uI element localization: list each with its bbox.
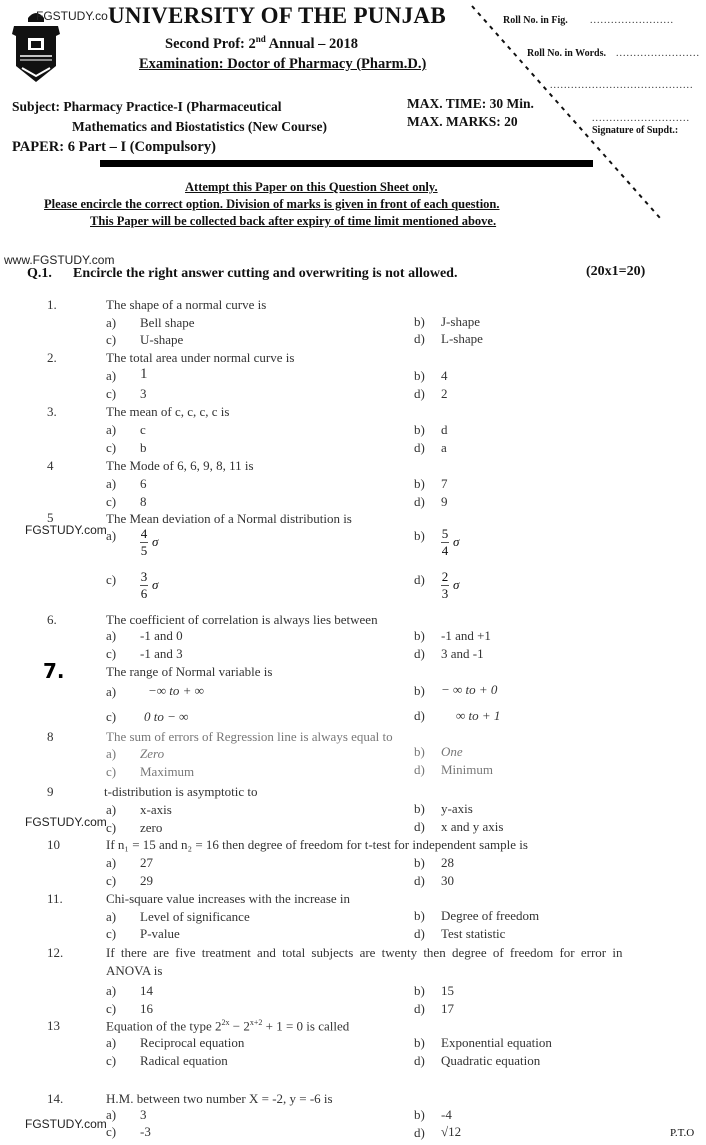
option-label: b) <box>414 908 425 923</box>
option-label: c) <box>106 1001 117 1016</box>
option-d[interactable]: Minimum <box>441 762 494 777</box>
option-label: c) <box>106 709 117 724</box>
option-d[interactable]: x and y axis <box>441 819 504 834</box>
q1-instruction: Encircle the right answer cutting and overwriting is not allowed. <box>73 266 458 281</box>
q1-marks: (20x1=20) <box>586 264 646 279</box>
option-a[interactable]: Bell shape <box>140 315 195 330</box>
option-label: d) <box>414 440 425 455</box>
option-label: b) <box>414 683 425 698</box>
option-c[interactable]: P-value <box>140 926 180 941</box>
paper-label: PAPER: 6 Part – I (Compulsory) <box>12 139 216 155</box>
option-b[interactable]: 28 <box>441 855 454 870</box>
roll-no-fig-field[interactable]: ........................ <box>590 15 674 26</box>
option-c[interactable]: Maximum <box>140 764 195 779</box>
option-a[interactable]: 6 <box>140 476 147 491</box>
university-title: UNIVERSITY OF THE PUNJAB <box>108 3 446 28</box>
option-a[interactable]: c <box>140 422 146 437</box>
question-number: 2. <box>47 350 57 365</box>
option-label: b) <box>414 528 425 543</box>
instruction-2: Please encircle the correct option. Division of marks is given in front of each question. <box>44 197 500 211</box>
option-d[interactable]: 30 <box>441 873 454 888</box>
question-text: The coefficient of correlation is always lies between <box>106 612 378 627</box>
question-number: 12. <box>47 945 64 960</box>
option-c[interactable]: 3 <box>140 386 147 401</box>
watermark: FGSTUDY.com <box>25 815 107 829</box>
max-time: MAX. TIME: 30 Min. <box>407 96 534 111</box>
question-text: t-distribution is asymptotic to <box>104 784 258 799</box>
roll-no-fig-label: Roll No. in Fig. <box>503 15 568 26</box>
option-b[interactable]: − ∞ to + 0 <box>441 682 498 697</box>
option-label: a) <box>106 422 117 437</box>
option-label: b) <box>414 1107 425 1122</box>
watermark: www.FGSTUDY.com <box>4 253 115 267</box>
option-b[interactable]: -4 <box>441 1107 452 1122</box>
option-c[interactable]: 0 to − ∞ <box>144 709 189 724</box>
question-text: The shape of a normal curve is <box>106 297 267 312</box>
option-label: a) <box>106 315 117 330</box>
option-label: a) <box>106 983 117 998</box>
subject-line-2: Mathematics and Biostatistics (New Course) <box>72 119 327 134</box>
option-d[interactable]: ∞ to + 1 <box>456 708 501 723</box>
option-label: c) <box>106 1053 117 1068</box>
header-divider <box>100 160 593 167</box>
option-c[interactable]: 8 <box>140 494 147 509</box>
option-label: a) <box>106 628 117 643</box>
option-a[interactable]: 1 <box>140 366 148 382</box>
instruction-3: This Paper will be collected back after expiry of time limit mentioned above. <box>90 214 497 228</box>
option-label: b) <box>414 422 425 437</box>
option-label: d) <box>414 926 425 941</box>
question-number: 3. <box>47 404 57 419</box>
option-label: b) <box>414 368 425 383</box>
option-d[interactable]: 3 and -1 <box>441 646 484 661</box>
option-b[interactable]: One <box>441 744 463 759</box>
option-d[interactable]: √12 <box>441 1124 462 1139</box>
question-number: 11. <box>47 891 63 906</box>
option-a[interactable]: 14 <box>140 983 153 998</box>
roll-no-words-label: Roll No. in Words. <box>527 48 606 59</box>
subject-line-1: Subject: Pharmacy Practice-I (Pharmaceutical <box>12 99 282 114</box>
option-label: b) <box>414 801 425 816</box>
question-number: 14. <box>47 1091 64 1106</box>
option-a[interactable]: Level of significance <box>140 909 250 924</box>
option-d[interactable]: 2 <box>441 386 448 401</box>
question-number: 4 <box>47 458 54 473</box>
option-label: c) <box>106 646 117 661</box>
question-number: 7. <box>43 659 65 683</box>
question-text: H.M. between two number X = -2, y = -6 is <box>106 1091 333 1106</box>
question-text: The mean of c, c, c, c is <box>106 404 230 419</box>
option-b[interactable]: 15 <box>441 983 454 998</box>
option-c[interactable]: b <box>140 440 147 455</box>
question-number: 13 <box>47 1018 60 1033</box>
question-number: 8 <box>47 729 54 744</box>
option-label: c) <box>106 572 117 587</box>
option-label: d) <box>414 331 425 346</box>
option-d[interactable]: 17 <box>441 1001 454 1016</box>
option-label: d) <box>414 1053 425 1068</box>
option-a[interactable]: 3 <box>140 1107 147 1122</box>
option-c[interactable]: 16 <box>140 1001 153 1016</box>
option-label: a) <box>106 684 117 699</box>
option-label: d) <box>414 572 425 587</box>
option-label: c) <box>106 1124 117 1139</box>
option-label: c) <box>106 440 117 455</box>
page-turn-note: P.T.O <box>670 1127 695 1139</box>
option-label: a) <box>106 746 117 761</box>
option-label: a) <box>106 802 117 817</box>
option-label: c) <box>106 926 117 941</box>
option-label: b) <box>414 314 425 329</box>
option-a[interactable]: $\frac{4}{5}$ σ <box>140 526 159 558</box>
option-c[interactable]: zero <box>140 820 163 835</box>
question-text: The range of Normal variable is <box>106 664 273 679</box>
option-c[interactable]: -1 and 3 <box>140 646 183 661</box>
option-label: a) <box>106 528 117 543</box>
question-text: If there are five treatment and total subjects are twenty then degree of freedom for error in <box>106 945 623 960</box>
option-label: d) <box>414 708 425 723</box>
question-number: 10 <box>47 837 60 852</box>
option-label: c) <box>106 332 117 347</box>
option-label: d) <box>414 386 425 401</box>
option-label: c) <box>106 820 117 835</box>
question-text: The Mode of 6, 6, 9, 8, 11 is <box>106 458 254 473</box>
option-d[interactable]: L-shape <box>441 331 483 346</box>
max-marks: MAX. MARKS: 20 <box>407 114 518 129</box>
option-label: a) <box>106 368 117 383</box>
watermark: FGSTUDY.com <box>25 1117 107 1131</box>
roll-no-words-field[interactable]: ........................ <box>616 48 700 59</box>
option-label: b) <box>414 1035 425 1050</box>
option-label: b) <box>414 855 425 870</box>
option-b[interactable]: d <box>441 422 448 437</box>
option-a[interactable]: Reciprocal equation <box>140 1035 245 1050</box>
option-c[interactable]: U-shape <box>140 332 184 347</box>
option-b[interactable]: 4 <box>441 368 448 383</box>
option-label: c) <box>106 494 117 509</box>
option-b[interactable]: $\frac{5}{4}$ σ <box>441 526 460 558</box>
examination-title: Examination: Doctor of Pharmacy (Pharm.D.) <box>139 56 427 72</box>
roll-no-words-field-2[interactable]: ......................................... <box>550 80 694 91</box>
option-a[interactable]: -1 and 0 <box>140 628 183 643</box>
option-d[interactable]: Quadratic equation <box>441 1053 541 1068</box>
option-c[interactable]: $\frac{3}{6}$ σ <box>140 569 159 601</box>
question-number: 9 <box>47 784 54 799</box>
option-d[interactable]: Test statistic <box>441 926 506 941</box>
option-label: b) <box>414 744 425 759</box>
option-b[interactable]: 7 <box>441 476 448 491</box>
option-b[interactable]: J-shape <box>441 314 480 329</box>
option-label: b) <box>414 628 425 643</box>
option-label: a) <box>106 476 117 491</box>
q1-number: Q.1. <box>27 266 52 281</box>
exam-session: Second Prof: 2nd Annual – 2018 <box>165 34 359 52</box>
question-number: 5 <box>47 510 54 525</box>
option-c[interactable]: 29 <box>140 873 153 888</box>
option-label: d) <box>414 646 425 661</box>
question-text: The Mean deviation of a Normal distribution is <box>106 511 352 526</box>
option-label: d) <box>414 873 425 888</box>
question-text-continued: ANOVA is <box>106 963 163 978</box>
option-label: a) <box>106 855 117 870</box>
option-label: a) <box>106 909 117 924</box>
question-text: The total area under normal curve is <box>106 350 295 365</box>
option-c[interactable]: -3 <box>140 1124 151 1139</box>
question-text: The sum of errors of Regression line is always equal to <box>106 729 393 744</box>
watermark: FGSTUDY.co <box>36 9 108 23</box>
signature-label: Signature of Supdt.: <box>592 125 679 136</box>
option-label: d) <box>414 1001 425 1016</box>
question-text: If n₁ = 15 and n₂ = 16 then degree of freedom for t-test for independent sample is <box>106 837 528 852</box>
option-label: c) <box>106 386 117 401</box>
option-d[interactable]: $\frac{2}{3}$ σ <box>441 569 460 601</box>
watermark: FGSTUDY.com <box>25 523 107 537</box>
option-label: a) <box>106 1107 117 1122</box>
option-d[interactable]: a <box>441 440 447 455</box>
option-a[interactable]: x-axis <box>140 802 172 817</box>
signature-field[interactable]: ............................ <box>592 113 690 124</box>
option-label: b) <box>414 476 425 491</box>
option-b[interactable]: Exponential equation <box>441 1035 552 1050</box>
option-label: c) <box>106 873 117 888</box>
option-label: d) <box>414 494 425 509</box>
question-number: 1. <box>47 297 57 312</box>
question-text: Chi-square value increases with the increase in <box>106 891 351 906</box>
option-label: d) <box>414 762 425 777</box>
option-a[interactable]: −∞ to + ∞ <box>148 683 204 698</box>
option-label: d) <box>414 819 425 834</box>
option-c[interactable]: Radical equation <box>140 1053 228 1068</box>
option-b[interactable]: Degree of freedom <box>441 908 540 923</box>
option-label: a) <box>106 1035 117 1050</box>
instruction-1: Attempt this Paper on this Question Sheet only. <box>185 180 438 194</box>
option-d[interactable]: 9 <box>441 494 448 509</box>
question-number: 6. <box>47 612 57 627</box>
option-a[interactable]: 27 <box>140 855 153 870</box>
option-label: d) <box>414 1125 425 1140</box>
option-a[interactable]: Zero <box>140 746 165 761</box>
option-b[interactable]: -1 and +1 <box>441 628 491 643</box>
option-label: b) <box>414 983 425 998</box>
question-text: Equation of the type $2^{2x} - 2^{x+2} + 1 = 0$ is called <box>106 1018 350 1034</box>
option-b[interactable]: y-axis <box>441 801 473 816</box>
option-label: c) <box>106 764 117 779</box>
